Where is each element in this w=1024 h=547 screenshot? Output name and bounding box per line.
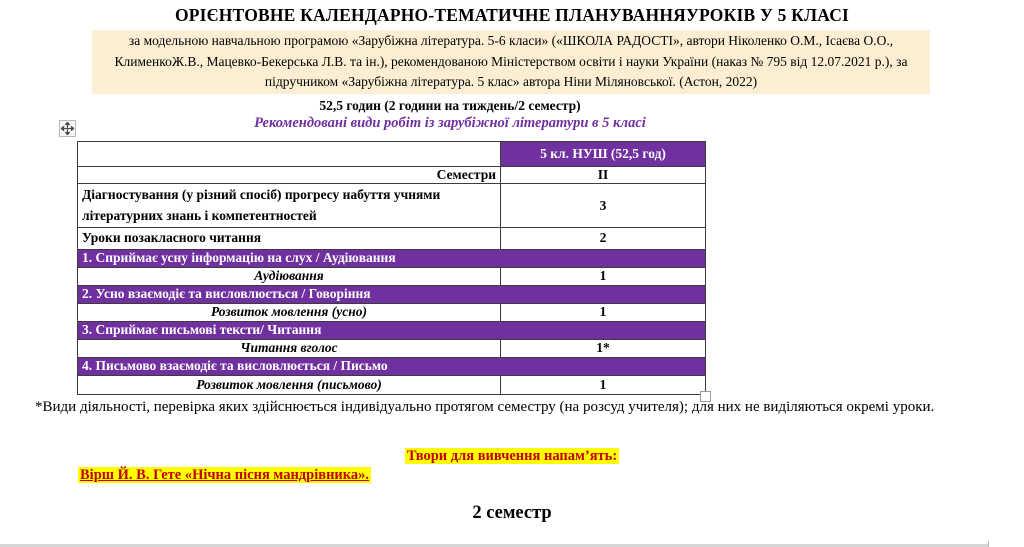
table-section-band: 2. Усно взаємодіє та висловлюється / Говоріння	[78, 285, 706, 303]
table-cell-empty	[78, 142, 501, 167]
table-row-band	[78, 285, 706, 303]
table-row-band	[78, 249, 706, 267]
semester-heading: 2 семестр	[472, 503, 552, 523]
table-cell-label: Уроки позакласного читання	[78, 228, 501, 250]
table-row	[78, 303, 706, 321]
program-note: за модельною навчальною програмою «Зарубіжна література. 5-6 класи» («ШКОЛА РАДОСТІ», автори Ніколенко О.М., Ісаєва О.О., КлименкоЖ.В., Мацевко-Бекерська Л.В. та ін.), рекомендованою Міністерством освіти і науки України (наказ № 795 від 12.07.2021 р.), за підручником «Зарубіжна література. 5 клас» автора Ніни Міляновської. (Астон, 2022)	[92, 30, 930, 94]
table-row	[78, 375, 706, 394]
table-cell-label: Читання вголос	[78, 339, 501, 357]
table-section-band: 3. Сприймає письмові тексти/ Читання	[78, 321, 706, 339]
table-section-band: 4. Письмово взаємодіє та висловлюється / Письмо	[78, 357, 706, 375]
table-row	[78, 142, 706, 167]
window-edge-corner	[988, 541, 989, 547]
table-row-band	[78, 321, 706, 339]
hours-distribution-table	[77, 141, 706, 395]
recommended-works-line: Рекомендовані види робіт із зарубіжної літератури в 5 класі	[254, 115, 646, 131]
table-cell-label: Діагностування (у різний спосіб) прогресу набуття учнями літературних знань і компетентностей	[78, 184, 501, 228]
table-cell-label: Аудіювання	[78, 267, 501, 285]
memorize-heading-highlight: Твори для вивчення напам’ять:	[406, 448, 618, 464]
memorize-item-highlight: Вірш Й. В. Гете «Нічна пісня мандрівника».	[80, 467, 370, 483]
table-row	[78, 184, 706, 228]
table-cell-value: 2	[501, 228, 706, 250]
table-cell-label: Семестри	[78, 167, 501, 184]
move-arrows-icon	[61, 122, 74, 135]
table-cell-label: Розвиток мовлення (усно)	[78, 303, 501, 321]
table-cell-label: Розвиток мовлення (письмово)	[78, 375, 501, 394]
page-title: ОРІЄНТОВНЕ КАЛЕНДАРНО-ТЕМАТИЧНЕ ПЛАНУВАННЯУРОКІВ У 5 КЛАСІ	[174, 5, 850, 25]
table-row	[78, 228, 706, 250]
table-cell-value: 3	[501, 184, 706, 228]
table-cell-value: 1	[501, 303, 706, 321]
hours-line: 52,5 годин (2 години на тиждень/2 семестр)	[319, 98, 581, 113]
table-row-band	[78, 357, 706, 375]
table-section-band: 1. Сприймає усну інформацію на слух / Аудіювання	[78, 249, 706, 267]
table-cell-value: 1*	[501, 339, 706, 357]
table-row	[78, 339, 706, 357]
table-column-header: 5 кл. НУШ (52,5 год)	[501, 142, 706, 167]
table-move-handle[interactable]	[59, 120, 76, 137]
memorize-heading-line	[0, 447, 1024, 465]
table-cell-value: 1	[501, 375, 706, 394]
table-cell-value: II	[501, 167, 706, 184]
table-row	[78, 267, 706, 285]
memorize-item-line	[78, 466, 371, 484]
table-row	[78, 167, 706, 184]
footnote-text: *Види діяльності, перевірка яких здійснюється індивідуально протягом семестру (на розсуд учителя); для них не виділяються окремі уроки.	[35, 399, 935, 415]
table-cell-value: 1	[501, 267, 706, 285]
